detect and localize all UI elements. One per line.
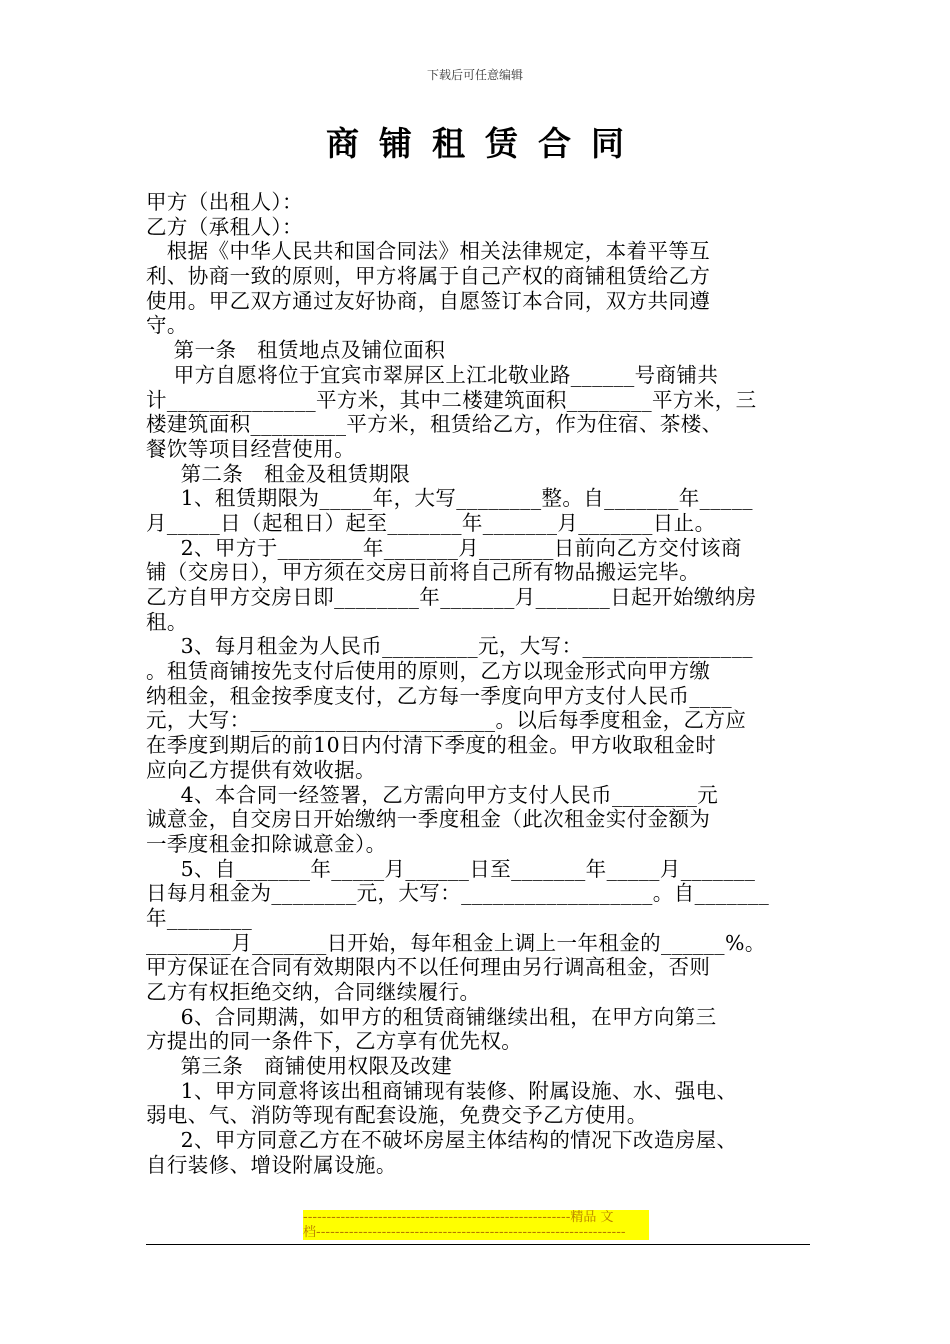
contract-line: 乙方（承租人）：: [146, 214, 303, 239]
contract-line: 2、甲方于________年_______月_______日前向乙方交付该商: [146, 535, 742, 560]
contract-line: 甲方（出租人）：: [146, 190, 303, 214]
contract-line: 租。: [146, 609, 188, 634]
contract-line: 在季度到期后的前10日内付清下季度的租金。甲方收取租金时: [146, 733, 717, 758]
contract-line: 2、甲方同意乙方在不破坏房屋主体结构的情况下改造房屋、: [146, 1128, 738, 1153]
contract-line: 乙方有权拒绝交纳，合同继续履行。: [146, 980, 481, 1004]
contract-line: 应向乙方提供有效收据。: [146, 757, 376, 782]
contract-line: ________月_______日开始，每年租金上调上一年租金的______%。: [146, 930, 766, 955]
contract-line: 弱电、气、消防等现有配套设施，免费交予乙方使用。: [146, 1103, 648, 1128]
contract-line: 1、租赁期限为_____年，大写________整。自_______年_____: [146, 486, 753, 511]
contract-line: 第一条 租赁地点及铺位面积: [146, 338, 446, 363]
contract-line: 方提出的同一条件下，乙方享有优先权。: [146, 1029, 523, 1054]
contract-line: 3、每月租金为人民币_________元，大写：________________: [146, 634, 753, 659]
contract-line: 守。: [146, 313, 188, 338]
contract-line: 利、协商一致的原则，甲方将属于自己产权的商铺租赁给乙方: [146, 264, 711, 289]
footer-line-2: 档------------------------------------------------------------------: [303, 1225, 649, 1240]
contract-line: 。租赁商铺按先支付后使用的原则，乙方以现金形式向甲方缴: [146, 659, 711, 684]
document-title: 商铺租赁合同: [326, 124, 644, 163]
contract-line: 甲方自愿将位于宜宾市翠屏区上江北敬业路______号商铺共: [146, 362, 719, 387]
contract-line: 6、合同期满，如甲方的租赁商铺继续出租，在甲方向第三: [146, 1004, 717, 1029]
contract-body: [146, 190, 810, 1178]
contract-line: 楼建筑面积_________平方米，租赁给乙方，作为住宿、茶楼、: [146, 412, 723, 437]
contract-line: 日每月租金为________元，大写：__________________。自_______: [146, 881, 770, 906]
contract-line: 1、甲方同意将该出租商铺现有装修、附属设施、水、强电、: [146, 1078, 738, 1103]
contract-line: 第二条 租金及租赁期限: [146, 461, 411, 486]
contract-line: 自行装修、增设附属设施。: [146, 1152, 397, 1177]
contract-line: 计______________平方米，其中二楼建筑面积________平方米，三: [146, 387, 757, 412]
contract-line: 甲方保证在合同有效期限内不以任何理由另行调高租金，否则: [146, 955, 711, 980]
footer-watermark: [303, 1210, 649, 1240]
contract-line: 4、本合同一经签署，乙方需向甲方支付人民币________元: [146, 782, 719, 807]
contract-line: 纳租金，租金按季度支付，乙方每一季度向甲方支付人民币____: [146, 683, 732, 708]
contract-line: 年________: [146, 905, 253, 930]
contract-line: 一季度租金扣除诚意金）。: [146, 831, 387, 856]
header-note: 下载后可任意编辑: [426, 68, 523, 82]
footer-line-1: ---------------------------------------------------------精品 文: [303, 1210, 649, 1225]
contract-line: 诚意金，自交房日开始缴纳一季度租金（此次租金实付金额为: [146, 807, 711, 832]
contract-line: 月_____日（起租日）起至_______年_______月_______日止。: [146, 510, 716, 535]
footer-divider: [146, 1244, 810, 1245]
contract-line: 第三条 商铺使用权限及改建: [146, 1054, 453, 1079]
contract-line: 乙方自甲方交房日即________年_______月_______日起开始缴纳房: [146, 585, 757, 609]
contract-line: 餐饮等项目经营使用。: [146, 436, 355, 461]
contract-line: 根据《中华人民共和国合同法》相关法律规定，本着平等互: [146, 239, 711, 264]
contract-line: 铺（交房日），甲方须在交房日前将自己所有物品搬运完毕。: [146, 560, 701, 585]
contract-line: 使用。甲乙双方通过友好协商，自愿签订本合同，双方共同遵: [146, 288, 711, 313]
contract-line: 5、自_______年_____月______日至_______年_____月_______: [146, 856, 756, 881]
contract-line: 元，大写：_______________________。以后每季度租金，乙方应: [146, 708, 747, 733]
